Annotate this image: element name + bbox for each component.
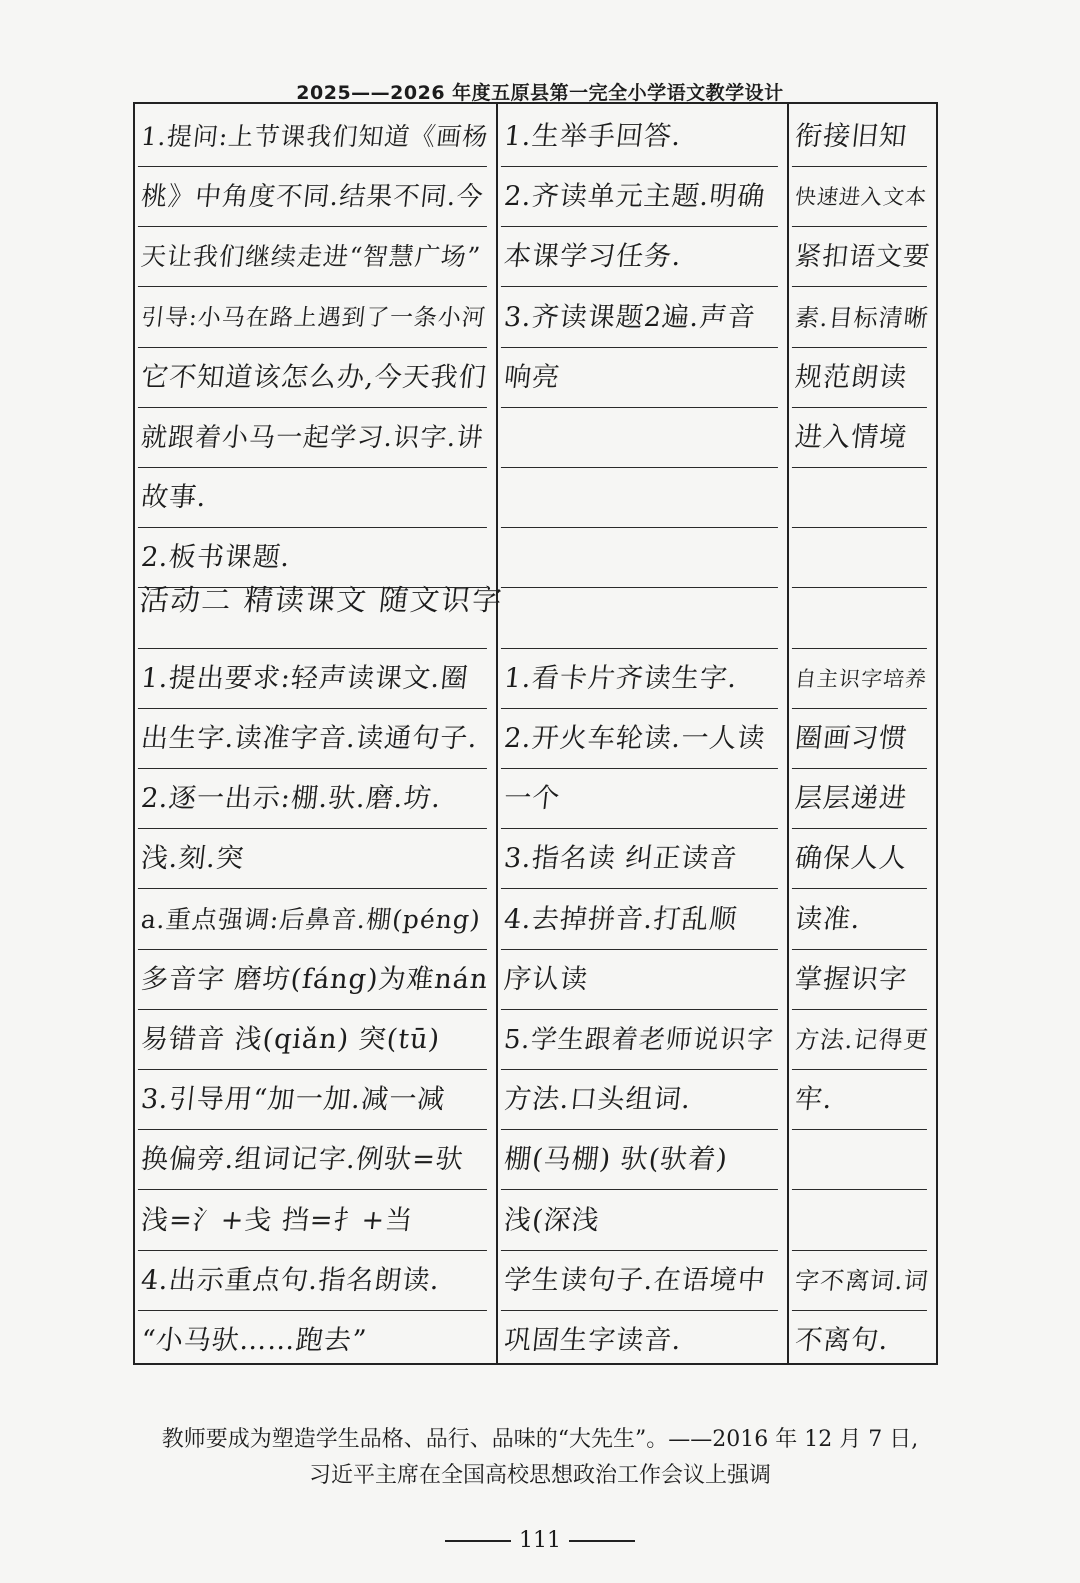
handwritten-line: 2.开火车轮读.一人读 xyxy=(501,710,784,769)
document-title: 2025——2026 年度五原县第一完全小学语文教学设计 xyxy=(296,82,784,104)
handwritten-line: 一个 xyxy=(501,770,784,829)
handwritten-line: 巩固生字读音. xyxy=(501,1312,784,1363)
handwritten-line: 学生读句子.在语境中 xyxy=(501,1252,784,1311)
handwritten-line: a.重点强调:后鼻音.棚(péng) xyxy=(138,891,493,950)
handwritten-line: 字不离词.词 xyxy=(792,1252,933,1311)
handwritten-line: 2.齐读单元主题.明确 xyxy=(501,168,784,227)
handwritten-line: 掌握识字 xyxy=(792,951,933,1010)
handwritten-line xyxy=(501,590,784,649)
handwritten-line: 紧扣语文要 xyxy=(792,228,933,287)
handwritten-line: 多音字 磨坊(fáng)为难nán xyxy=(138,951,493,1010)
handwritten-line: 就跟着小马一起学习.识字.讲 xyxy=(138,409,493,468)
handwritten-line: 圈画习惯 xyxy=(792,710,933,769)
handwritten-line: 故事. xyxy=(138,469,493,528)
handwritten-line: 天让我们继续走进“智慧广场” xyxy=(138,228,493,287)
handwritten-line xyxy=(792,1192,933,1251)
handwritten-line: “小马驮……跑去” xyxy=(138,1312,493,1363)
handwritten-line: 浅=氵+戋 挡=扌+当 xyxy=(138,1192,493,1251)
lesson-plan-table xyxy=(133,102,938,1365)
handwritten-line: 出生字.读准字音.读通句子. xyxy=(138,710,493,769)
page-number: 111 xyxy=(519,1528,561,1553)
handwritten-line: 方法.口头组词. xyxy=(501,1071,784,1130)
handwritten-line: 进入情境 xyxy=(792,409,933,468)
handwritten-line: 1.看卡片齐读生字. xyxy=(501,650,784,709)
handwritten-line: 4.去掉拼音.打乱顺 xyxy=(501,891,784,950)
handwritten-line xyxy=(501,409,784,468)
handwritten-line: 1.提问:上节课我们知道《画杨 xyxy=(138,108,493,167)
handwritten-line: 规范朗读 xyxy=(792,349,933,408)
handwritten-line: 确保人人 xyxy=(792,830,933,889)
handwritten-line: 层层递进 xyxy=(792,770,933,829)
handwritten-line: 1.提出要求:轻声读课文.圈 xyxy=(138,650,493,709)
design-intent-column xyxy=(789,104,936,1363)
handwritten-line: 衔接旧知 xyxy=(792,108,933,167)
handwritten-line: 浅.刻.突 xyxy=(138,830,493,889)
handwritten-line: 读准. xyxy=(792,891,933,950)
handwritten-line xyxy=(792,529,933,588)
left-dash xyxy=(445,1540,511,1542)
handwritten-line xyxy=(792,1131,933,1190)
handwritten-line: 换偏旁.组词记字.例驮=驮 xyxy=(138,1131,493,1190)
handwritten-line: 桃》中角度不同.结果不同.今 xyxy=(138,168,493,227)
teacher-activity-column xyxy=(135,104,496,1363)
handwritten-line: 不离句. xyxy=(792,1312,933,1363)
handwritten-line: 引导:小马在路上遇到了一条小河 xyxy=(138,289,493,348)
handwritten-line: 响亮 xyxy=(501,349,784,408)
handwritten-line: 本课学习任务. xyxy=(501,228,784,287)
handwritten-line: 2.板书课题. xyxy=(138,529,493,588)
handwritten-line xyxy=(792,469,933,528)
handwritten-line xyxy=(501,469,784,528)
activity-heading: 活动二 精读课文 随文识字 xyxy=(138,583,506,617)
handwritten-line: 方法.记得更 xyxy=(792,1011,933,1070)
handwritten-line: 自主识字培养 xyxy=(792,650,933,709)
handwritten-line: 浅(深浅 xyxy=(501,1192,784,1251)
handwritten-line: 1.生举手回答. xyxy=(501,108,784,167)
handwritten-line xyxy=(501,529,784,588)
page-number-row xyxy=(0,1528,1080,1553)
handwritten-line: 快速进入文本 xyxy=(792,168,933,227)
handwritten-line: 2.逐一出示:棚.驮.磨.坊. xyxy=(138,770,493,829)
handwritten-line: 5.学生跟着老师说识字 xyxy=(501,1011,784,1070)
handwritten-line: 牢. xyxy=(792,1071,933,1130)
handwritten-line: 3.指名读 纠正读音 xyxy=(501,830,784,889)
handwritten-line: 素.目标清晰 xyxy=(792,289,933,348)
footer-attribution: 习近平主席在全国高校思想政治工作会议上强调 xyxy=(308,1463,771,1488)
handwritten-line: 易错音 浅(qiǎn) 突(tū) xyxy=(138,1011,493,1070)
handwritten-line: 3.齐读课题2遍.声音 xyxy=(501,289,784,348)
handwritten-line: 棚(马棚) 驮(驮着) xyxy=(501,1131,784,1190)
handwritten-line xyxy=(792,590,933,649)
student-activity-column xyxy=(498,104,787,1363)
handwritten-line: 3.引导用“加一加.减一减 xyxy=(138,1071,493,1130)
handwritten-line: 它不知道该怎么办,今天我们 xyxy=(138,349,493,408)
footer-quote: 教师要成为塑造学生品格、品行、品味的“大先生”。——2016 年 12 月 7 日, xyxy=(161,1427,919,1452)
handwritten-line: 序认读 xyxy=(501,951,784,1010)
right-dash xyxy=(569,1540,635,1542)
handwritten-line: 4.出示重点句.指名朗读. xyxy=(138,1252,493,1311)
